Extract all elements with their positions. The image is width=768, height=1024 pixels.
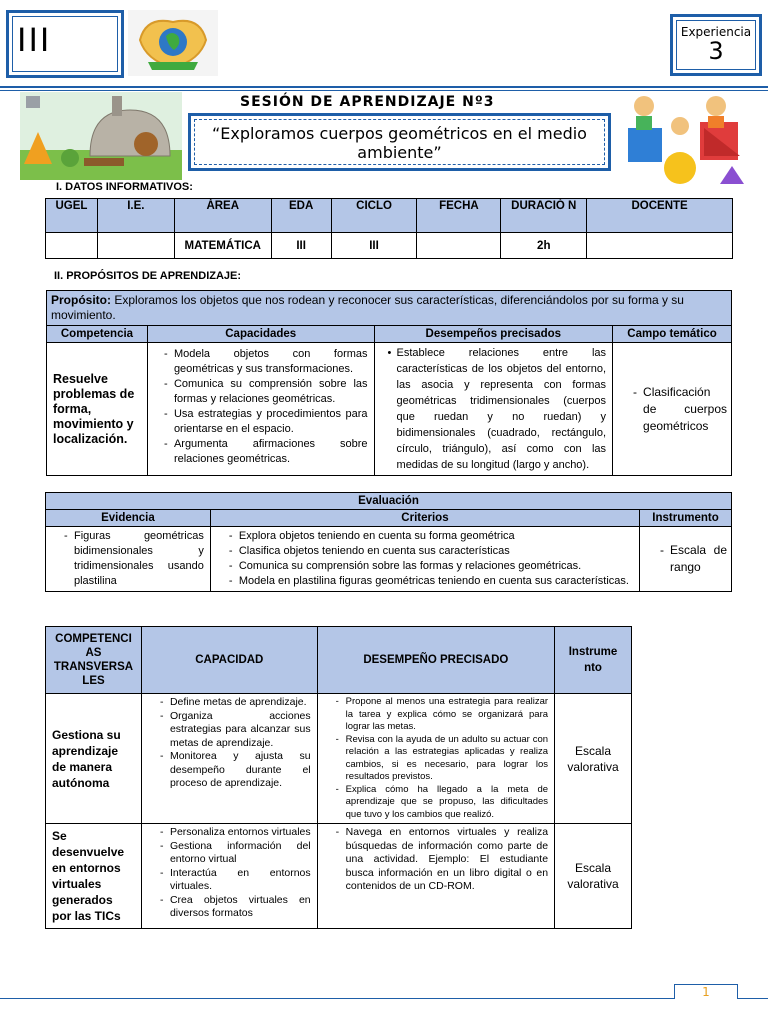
datos-eda: III: [271, 233, 331, 259]
header-competencia: Competencia: [47, 326, 148, 343]
camp-illustration: [20, 92, 182, 180]
header-instrumento-transversal: [555, 627, 632, 694]
transversal-desempeno-item: - Propone al menos una estrategia para realizar la tarea y explica cómo se organizará para lograr las metas.: [346, 696, 548, 734]
transversal-capacidades: [141, 694, 317, 824]
datos-header-ciclo: CICLO: [331, 199, 417, 233]
transversal-capacidad-item: - Gestiona información del entorno virtual: [170, 840, 311, 867]
datos-header-ie: I.E.: [97, 199, 174, 233]
transversal-desempeno-item: - Revisa con la ayuda de un adulto su actuar con relación a las estrategias aplicadas y realiza cambios, si es necesario, para lograr los resultados previstos.: [346, 734, 548, 784]
kids-geometry-illustration: [620, 92, 762, 188]
header-evidencia: Evidencia: [46, 510, 211, 527]
evidencia-cell: [46, 527, 211, 592]
datos-header-duracion: DURACIÓ N: [501, 199, 587, 233]
header-line: TRANSVERSA: [53, 661, 134, 673]
header-line: AS: [85, 647, 102, 659]
transversal-competencia: Gestiona su aprendizaje de manera autónoma: [46, 694, 142, 824]
grade-label: III: [17, 21, 52, 59]
evaluation-title: Evaluación: [46, 493, 732, 510]
header-line: LES: [82, 675, 105, 687]
criterio-item: - Explora objetos teniendo en cuenta su forma geométrica: [239, 529, 633, 544]
datos-ciclo: III: [331, 233, 417, 259]
transversal-competencia: Se desenvuelve en entornos virtuales generados por las TICs: [46, 824, 142, 929]
criterios-cell: [210, 527, 639, 592]
experience-label: Experiencia: [680, 25, 752, 39]
datos-header-area: ÁREA: [174, 199, 271, 233]
criterio-item: - Clasifica objetos teniendo en cuenta sus características: [239, 544, 633, 559]
transversal-capacidad-item: - Define metas de aprendizaje.: [170, 696, 311, 710]
purpose-text: Exploramos los objetos que nos rodean y reconocer sus características, diferenciándolos por su forma y su movimiento.: [51, 293, 684, 322]
header-line: Instrume: [568, 646, 618, 658]
section-2-title: II. PROPÓSITOS DE APRENDIZAJE:: [54, 270, 242, 282]
header-capacidad: CAPACIDAD: [141, 627, 317, 694]
campo-cell: [613, 343, 732, 476]
criterio-item: - Modela en plastilina figuras geométricas teniendo en cuenta sus características.: [239, 574, 633, 589]
purpose-label: Propósito:: [51, 293, 111, 307]
header-instrumento: Instrumento: [640, 510, 732, 527]
session-theme: “Exploramos cuerpos geométricos en el medio ambiente”: [194, 119, 605, 165]
header-line: COMPETENCI: [55, 633, 132, 645]
header-capacidades: Capacidades: [147, 326, 374, 343]
header-competencias-transversales: [46, 627, 142, 694]
capacidad-item: - Modela objetos con formas geométricas y sus transformaciones.: [174, 347, 368, 377]
capacidad-item: - Usa estrategias y procedimientos para orientarse en el espacio.: [174, 407, 368, 437]
datos-table: [45, 198, 733, 259]
evaluation-table: [45, 492, 732, 592]
instrumento-item: - Escala de rango: [670, 542, 727, 576]
purpose-row: [47, 291, 732, 326]
section-1-title: I. DATOS INFORMATIVOS:: [56, 181, 193, 193]
datos-header-fecha: FECHA: [417, 199, 501, 233]
transversal-desempenos: [317, 824, 554, 929]
header-divider: [0, 86, 768, 88]
experience-box: [670, 14, 762, 76]
header-desempeno-precisado: DESEMPEÑO PRECISADO: [317, 627, 554, 694]
datos-duracion: 2h: [501, 233, 587, 259]
evidencia-item: - Figuras geométricas bidimensionales y tridimensionales usando plastilina: [74, 529, 204, 589]
datos-header-eda: EDA: [271, 199, 331, 233]
datos-header-ugel: UGEL: [46, 199, 98, 233]
school-logo: [128, 10, 218, 76]
capacidad-item: - Comunica su comprensión sobre las formas y relaciones geométricas.: [174, 377, 368, 407]
instrumento-cell: [640, 527, 732, 592]
competencia-cell: [47, 343, 148, 476]
transversal-desempeno-item: - Explica cómo ha llegado a la meta de aprendizaje que se propuso, las dificultades que tuvo y los cambios que realizó.: [346, 784, 548, 822]
transversal-instrumento: Escala valorativa: [555, 824, 632, 929]
transversal-capacidad-item: - Monitorea y ajusta su desempeño durante el proceso de aprendizaje.: [170, 750, 311, 791]
datos-header-docente: DOCENTE: [587, 199, 733, 233]
transversal-capacidades: [141, 824, 317, 929]
header-campo: Campo temático: [613, 326, 732, 343]
session-title: SESIÓN DE APRENDIZAJE Nº3: [240, 94, 495, 110]
theme-box: [188, 113, 611, 171]
datos-docente: [587, 233, 733, 259]
datos-area: MATEMÁTICA: [174, 233, 271, 259]
desempenos-cell: [374, 343, 613, 476]
transversal-instrumento: Escala valorativa: [555, 694, 632, 824]
header-criterios: Criterios: [210, 510, 639, 527]
datos-ugel: [46, 233, 98, 259]
experience-number: 3: [708, 37, 724, 65]
campo-item: - Clasificación de cuerpos geométricos: [643, 384, 727, 435]
transversal-capacidad-item: - Personaliza entornos virtuales: [170, 826, 311, 840]
propositos-table: [46, 290, 732, 476]
transversal-capacidad-item: - Interactúa en entornos virtuales.: [170, 867, 311, 894]
transversal-desempenos: [317, 694, 554, 824]
desempeno-item: • Establece relaciones entre las características de los objetos del entorno, las asocia y representa con formas geométricas tridimensionales (cuerpos que ruedan y no ruedan) y bidimensionales (cuadrado, rectángulo, círculo, triángulo), así como con las medidas de su longitud (largo y ancho).: [397, 345, 607, 473]
grade-box: [6, 10, 124, 78]
competencia-text: Resuelve problemas de forma, movimiento y localización.: [53, 371, 135, 446]
footer-line: [0, 998, 768, 999]
header-line: nto: [584, 662, 602, 674]
capacidad-item: - Argumenta afirmaciones sobre relaciones geométricas.: [174, 437, 368, 467]
header-desempenos: Desempeños precisados: [374, 326, 613, 343]
transversal-capacidad-item: - Crea objetos virtuales en diversos formatos: [170, 894, 311, 921]
datos-ie: [97, 233, 174, 259]
transversal-capacidad-item: - Organiza acciones estrategias para alcanzar sus metas de aprendizaje.: [170, 710, 311, 751]
datos-fecha: [417, 233, 501, 259]
transversal-table: [45, 626, 632, 929]
capacidades-cell: [147, 343, 374, 476]
page-number: 1: [674, 984, 738, 999]
header-divider-thin: [0, 90, 768, 91]
transversal-desempeno-item: - Navega en entornos virtuales y realiza búsquedas de información como parte de una actividad. Ejemplo: El estudiante busca información en un libro digital o en contenidos de un CD-ROM.: [346, 826, 548, 894]
criterio-item: - Comunica su comprensión sobre las formas y relaciones geométricas.: [239, 559, 633, 574]
